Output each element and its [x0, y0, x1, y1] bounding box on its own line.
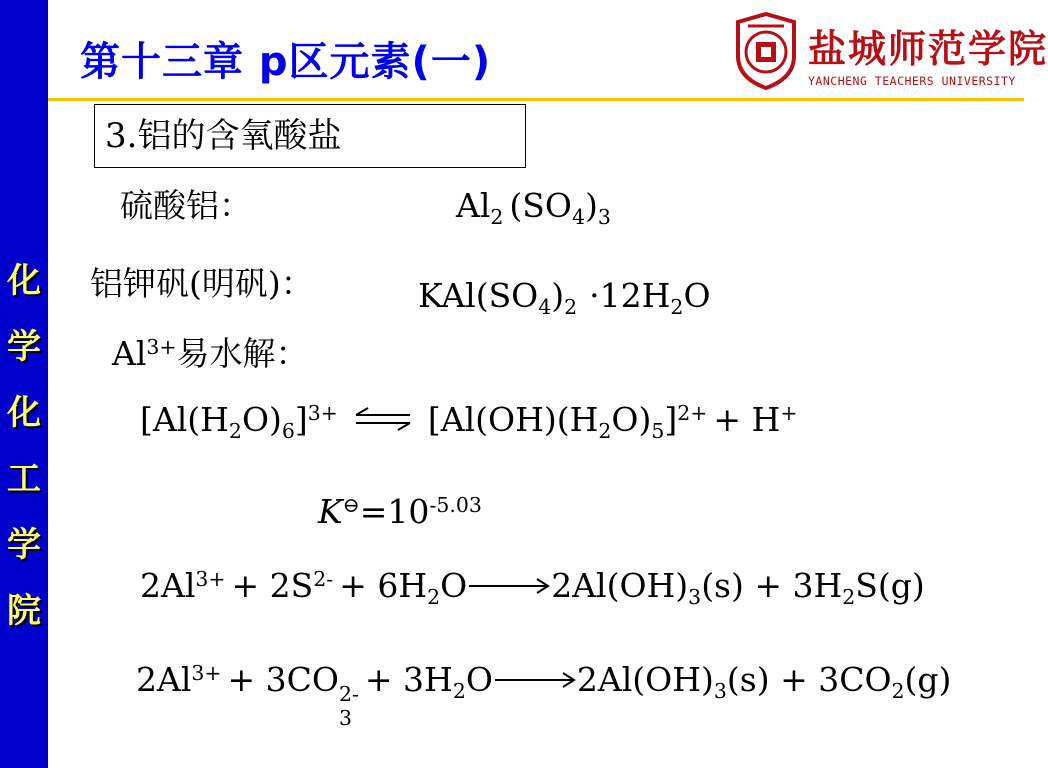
subscript: 4 [571, 205, 585, 230]
subscript: 2 [598, 419, 612, 444]
reaction-arrow-icon [467, 573, 551, 599]
side-char: 工 [7, 459, 41, 499]
hydrolysis-equilibrium [140, 400, 798, 444]
formula-part: + 2S [231, 566, 314, 605]
side-label-school [0, 248, 48, 644]
superscript: 3+ [146, 334, 177, 359]
alum-formula [418, 276, 711, 320]
formula-part: O [683, 276, 711, 315]
subscript: 6 [281, 419, 295, 444]
superscript: 2- [338, 682, 359, 707]
university-seal-icon [734, 12, 798, 90]
side-char: 化 [7, 261, 41, 301]
subscript: 3 [597, 205, 611, 230]
superscript: -5.03 [429, 492, 482, 517]
formula-part: [Al(OH)(H [427, 400, 599, 439]
formula-part: + 3H [364, 660, 453, 699]
subscript: 2 [670, 295, 684, 320]
hydrolysis-label [112, 328, 309, 375]
superscript: 3+ [307, 400, 338, 425]
alum-label: 铝钾矾(明矾)： [90, 264, 314, 303]
formula-part: (g) [904, 660, 952, 699]
formula-part: [Al(H [140, 400, 229, 439]
superscript: 2+ [677, 400, 708, 425]
superscript: 3+ [191, 660, 222, 685]
sulfate-formula [456, 186, 611, 230]
formula-part: (s) + 3CO [726, 660, 892, 699]
k-symbol: K [318, 492, 343, 531]
formula-part: =10 [359, 492, 430, 531]
equilibrium-constant [318, 492, 482, 531]
formula-part: ·12H [589, 276, 671, 315]
formula-part: S(g) [855, 566, 925, 605]
equilibrium-arrow-icon [352, 405, 414, 431]
formula-part: + 3CO [227, 660, 339, 699]
superscript: 2- [313, 566, 334, 591]
subscript: 2 [427, 585, 441, 610]
reaction-arrow-icon [493, 667, 577, 693]
sulfide-hydrolysis-equation [140, 566, 925, 610]
standard-state-symbol: ⊖ [342, 492, 360, 517]
formula-part: ] [664, 400, 678, 439]
subscript: 2 [564, 295, 578, 320]
side-char: 化 [7, 393, 41, 433]
formula-part: 2Al [140, 566, 196, 605]
formula-part: 2Al(OH) [576, 660, 714, 699]
formula-part: Al [112, 334, 147, 373]
formula-part: ) [584, 186, 598, 225]
logo-chinese-name: 盐城师范学院 [808, 26, 1048, 71]
formula-part: + H [713, 400, 781, 439]
superscript: + [780, 400, 798, 425]
superscript: 3+ [195, 566, 226, 591]
formula-part: ) [551, 276, 565, 315]
formula-part: Al [456, 186, 491, 225]
formula-part: O [440, 566, 468, 605]
subscript: 3 [713, 679, 727, 704]
side-char: 学 [7, 525, 41, 565]
hydrolysis-text: 易水解： [176, 334, 309, 373]
subscript: 2 [842, 585, 856, 610]
sulfate-label: 硫酸铝： [120, 186, 252, 225]
carbonate-hydrolysis-equation [136, 660, 951, 730]
side-char: 学 [7, 327, 41, 367]
section-heading: 3.铝的含氧酸盐 [94, 104, 526, 168]
formula-part: (s) + 3H [701, 566, 843, 605]
formula-part: O) [611, 400, 652, 439]
formula-part: O [465, 660, 493, 699]
logo-english-name: YANCHENG TEACHERS UNIVERSITY [808, 74, 1016, 88]
formula-part: ] [294, 400, 308, 439]
subscript: 2 [490, 205, 504, 230]
formula-part: 2Al [136, 660, 192, 699]
formula-part: O) [241, 400, 282, 439]
university-logo [734, 12, 1048, 96]
side-char: 院 [7, 591, 41, 631]
subscript: 3 [338, 705, 352, 730]
subscript: 2 [452, 679, 466, 704]
formula-part: 2Al(OH) [551, 566, 689, 605]
subscript: 4 [538, 295, 552, 320]
subscript: 3 [688, 585, 702, 610]
title-underline [48, 98, 1024, 101]
formula-part: (SO [509, 186, 572, 225]
subscript: 5 [651, 419, 665, 444]
formula-part: + 6H [339, 566, 428, 605]
slide-title: 第十三章 p区元素(一) [80, 39, 492, 85]
subscript: 2 [891, 679, 905, 704]
formula-part: KAl(SO [418, 276, 539, 315]
subscript: 2 [228, 419, 242, 444]
